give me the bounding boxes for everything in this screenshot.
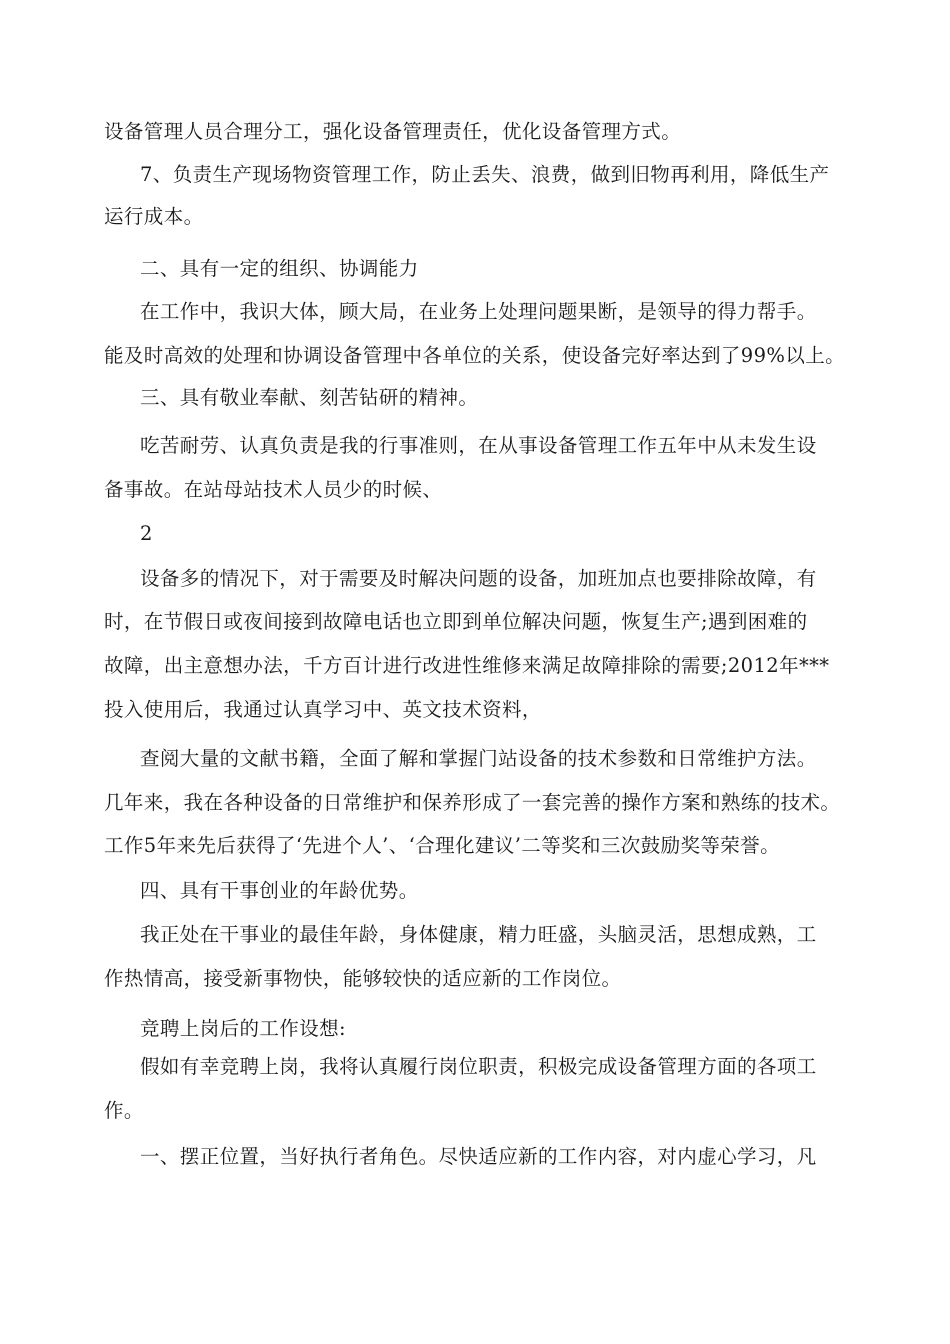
page-number: 2 [140,522,153,545]
text-line: 运行成本。 [104,205,204,228]
text-line: 吃苦耐劳、认真负责是我的行事准则，在从事设备管理工作五年中从未发生设 [140,434,817,457]
section-heading: 竞聘上岗后的工作设想: [140,1017,346,1040]
text-line: 作。 [104,1099,144,1122]
text-line: 作热情高，接受新事物快，能够较快的适应新的工作岗位。 [104,967,622,990]
text-line: 设备多的情况下，对于需要及时解决问题的设备，加班加点也要排除故障，有 [140,567,817,590]
section-heading: 三、具有敬业奉献、刻苦钻研的精神。 [140,386,479,409]
text-line: 我正处在干事业的最佳年龄，身体健康，精力旺盛，头脑灵活，思想成熟，工 [140,923,817,946]
text-line: 在工作中，我识大体，顾大局，在业务上处理问题果断，是领导的得力帮手。 [140,300,817,323]
text-line: 故障，出主意想办法，千方百计进行改进性维修来满足故障排除的需要;2012年*** [104,654,830,677]
text-line: 设备管理人员合理分工，强化设备管理责任，优化设备管理方式。 [104,120,682,143]
text-line: 几年来，我在各种设备的日常维护和保养形成了一套完善的操作方案和熟练的技术。 [104,791,841,814]
section-heading: 二、具有一定的组织、协调能力 [140,257,419,280]
text-line: 备事故。在站母站技术人员少的时候、 [104,478,443,501]
text-line: 投入使用后，我通过认真学习中、英文技术资料， [104,698,542,721]
text-line: 一、摆正位置，当好执行者角色。尽快适应新的工作内容，对内虚心学习，凡 [140,1145,817,1168]
text-line: 假如有幸竞聘上岗，我将认真履行岗位职责，积极完成设备管理方面的各项工 [140,1055,817,1078]
text-line: 能及时高效的处理和协调设备管理中各单位的关系，使设备完好率达到了99%以上。 [104,344,846,367]
text-line: 工作5年来先后获得了‘先进个人’、‘合理化建议’二等奖和三次鼓励奖等荣誉。 [104,834,781,857]
section-heading: 四、具有干事创业的年龄优势。 [140,879,419,902]
text-line: 时，在节假日或夜间接到故障电话也立即到单位解决问题，恢复生产;遇到困难的 [104,610,808,633]
text-line: 7、负责生产现场物资管理工作，防止丢失、浪费，做到旧物再利用，降低生产 [140,163,830,186]
text-line: 查阅大量的文献书籍，全面了解和掌握门站设备的技术参数和日常维护方法。 [140,747,817,770]
